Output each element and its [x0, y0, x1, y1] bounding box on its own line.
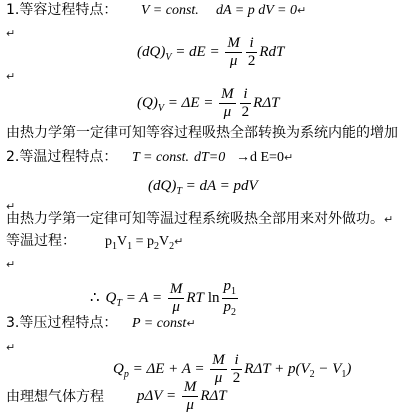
fraction-numerator: i — [246, 36, 258, 53]
paragraph-mark-icon: ↵ — [6, 341, 16, 354]
subscript: 2 — [169, 241, 175, 252]
s2-equation-differential-heat — [148, 176, 258, 196]
equation-lhs: (dQ) — [148, 178, 177, 194]
s3-heading-line — [6, 315, 117, 332]
s1-conclusion: 由热力学第一定律可知等容过程吸热全部转换为系统内能的增加 — [6, 125, 398, 141]
equation-rhs: = dA = pdV — [181, 178, 258, 194]
equation-term: RΔT + p(V — [244, 361, 310, 377]
volume-symbol: V — [117, 234, 128, 249]
fraction-denominator: 2 — [247, 53, 256, 70]
equation-lhs-subscript: T — [176, 186, 182, 197]
s2-heading: 2.等温过程特点： — [6, 149, 118, 165]
isothermal-relation-line — [105, 233, 183, 250]
subscript: 2 — [154, 241, 160, 252]
natural-log: ln — [207, 289, 220, 306]
equation-lhs: Q — [113, 361, 124, 377]
s2-condition-temperature-line — [132, 149, 189, 166]
s1-heading-line — [6, 2, 117, 19]
s3-heading: 3.等压过程特点： — [6, 315, 118, 331]
fraction-p1-over-p2 — [222, 279, 239, 318]
fraction-i-over-two — [240, 87, 252, 120]
paragraph-mark-icon: ↵ — [283, 151, 294, 164]
fraction-denominator: μ — [229, 53, 238, 70]
fraction-numerator: M — [227, 35, 240, 52]
s1-condition-work: dA = p dV = 0 — [216, 3, 297, 18]
s2-condition-temperature: T = const. — [132, 150, 190, 165]
equation-rt: RT — [186, 289, 204, 306]
fraction-i-over-two — [231, 353, 243, 386]
fraction-numerator: M — [169, 281, 183, 297]
fraction-numerator: M — [212, 352, 225, 369]
fraction-numerator: i — [240, 87, 252, 104]
paragraph-mark-icon: ↵ — [6, 258, 16, 271]
empty-paragraph — [6, 25, 15, 42]
ideal-gas-label-line — [6, 389, 104, 406]
paragraph-mark-icon: ↵ — [6, 27, 16, 40]
fraction-denominator: μ — [172, 299, 180, 315]
fraction-denominator: 2 — [232, 370, 241, 387]
s1-condition-volume: V = const. — [141, 3, 199, 18]
equation-middle: = A = — [121, 289, 166, 306]
equation-term: − V — [314, 361, 342, 377]
s1-condition-volume-line — [141, 2, 199, 19]
empty-paragraph — [6, 68, 15, 85]
therefore-symbol: ∴ — [90, 287, 100, 306]
fraction-denominator — [222, 299, 239, 318]
equation-term: ) — [346, 361, 352, 377]
s1-condition-work-line — [216, 2, 306, 19]
paragraph-mark-icon: ↵ — [174, 235, 184, 248]
s2-equation-isothermal-heat — [90, 278, 240, 318]
subscript: 1 — [231, 286, 237, 297]
s2-condition-energy: →d E=0 — [236, 150, 284, 165]
s3-condition-pressure-line — [132, 315, 196, 332]
equation-middle: = ΔE + A = — [128, 361, 209, 377]
s2-heading-line — [6, 149, 117, 166]
fraction-numerator: i — [231, 353, 243, 370]
pressure-symbol: p — [223, 278, 232, 294]
fraction-m-over-mu — [225, 36, 242, 69]
paragraph-mark-icon: ↵ — [384, 213, 394, 226]
s3-condition-pressure: P = const — [132, 316, 187, 331]
equation-lhs: pΔV = — [137, 388, 180, 404]
equation-tail: RΔT — [200, 388, 227, 404]
fraction-denominator: μ — [186, 397, 194, 414]
equation-lhs: Q — [105, 289, 117, 306]
s2-condition-dt-line — [194, 149, 225, 166]
fraction-m-over-mu — [182, 380, 199, 413]
equation-lhs: (dQ) — [137, 44, 166, 60]
isothermal-relation — [105, 234, 175, 252]
subscript: 1 — [112, 241, 117, 252]
equation-lhs-subscript: T — [116, 297, 122, 309]
equation-lhs: (Q) — [137, 95, 158, 111]
paragraph-mark-icon: ↵ — [6, 200, 16, 213]
equals-sign: = — [132, 234, 148, 249]
s1-conclusion-line — [6, 125, 398, 142]
isothermal-label-line — [6, 233, 76, 250]
ideal-gas-label: 由理想气体方程 — [6, 389, 104, 405]
fraction-numerator: M — [183, 379, 197, 396]
s1-heading: 1.等容过程特点： — [6, 2, 118, 18]
equation-lhs-subscript: V — [165, 52, 172, 63]
fraction-i-over-two — [246, 36, 258, 69]
equation-tail: RdT — [259, 44, 285, 60]
volume-symbol: V — [159, 234, 170, 249]
fraction-numerator: M — [221, 86, 234, 103]
pressure-symbol: p — [223, 299, 232, 315]
fraction-m-over-mu — [168, 282, 185, 315]
s2-conclusion: 由热力学第一定律可知等温过程系统吸热全部用来对外做功。 — [6, 211, 384, 227]
pressure-symbol: p — [105, 234, 112, 249]
empty-paragraph — [6, 339, 15, 356]
fraction-denominator: 2 — [241, 104, 250, 121]
fraction-m-over-mu — [219, 87, 236, 120]
fraction-denominator: μ — [223, 104, 232, 121]
isothermal-label: 等温过程： — [6, 233, 76, 249]
s2-conclusion-line — [6, 211, 393, 228]
subscript: 1 — [341, 369, 347, 380]
subscript: 1 — [127, 241, 133, 252]
s2-condition-energy-line — [236, 149, 293, 166]
equation-middle: = ΔE = — [163, 95, 218, 111]
s2-condition-dt: dT=0 — [194, 150, 226, 165]
fraction-denominator: μ — [214, 370, 223, 387]
equation-tail: RΔT — [253, 95, 280, 111]
equation-lhs-subscript: p — [123, 369, 129, 380]
paragraph-mark-icon: ↵ — [297, 4, 307, 17]
ideal-gas-equation — [137, 379, 227, 413]
subscript: 2 — [231, 307, 237, 318]
s1-equation-total-heat — [137, 86, 279, 120]
equation-middle: = dE = — [171, 44, 224, 60]
pressure-symbol: p — [147, 234, 155, 249]
paragraph-mark-icon: ↵ — [186, 317, 196, 330]
paragraph-mark-icon: ↵ — [6, 70, 16, 83]
subscript: 2 — [309, 369, 315, 380]
empty-paragraph — [6, 256, 15, 273]
fraction-numerator — [222, 279, 239, 299]
equation-lhs-subscript: V — [157, 103, 164, 114]
s1-equation-differential-heat — [137, 35, 284, 69]
